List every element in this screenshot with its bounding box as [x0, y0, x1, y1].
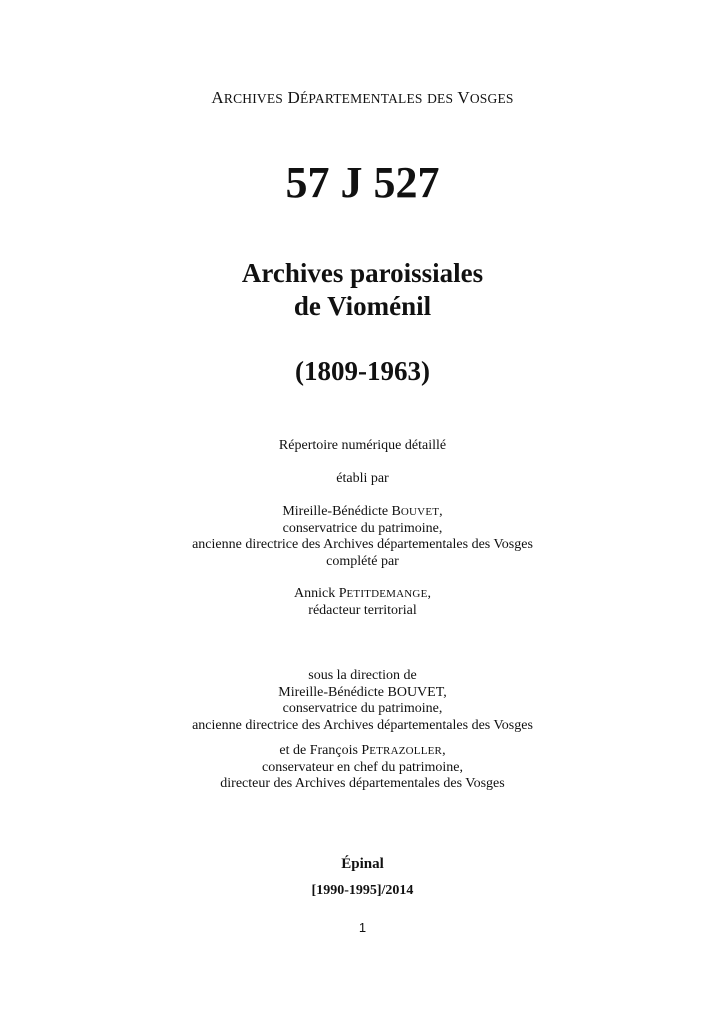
director-role: conservateur en chef du patrimoine, [262, 759, 463, 775]
direction-block [0, 668, 725, 734]
publication-place: Épinal [341, 856, 384, 872]
director-role: directeur des Archives départementales des Vosges [220, 776, 505, 791]
institution-word: RCHIVES [223, 91, 284, 106]
institution-word: ÉPARTEMENTALES [299, 91, 423, 106]
institution-initial: D [287, 88, 300, 107]
publication-years: [1990-1995]/2014 [311, 883, 414, 898]
fonds-cote: 57 J 527 [285, 158, 440, 207]
complete-par-label: complété par [326, 553, 399, 569]
etabli-par-label: établi par [336, 471, 389, 486]
title-line-2: de Vioménil [293, 291, 432, 321]
author-role: conservatrice du patrimoine, [282, 520, 443, 536]
director-role: ancienne directrice des Archives départementales des Vosges [192, 717, 533, 733]
institution-word: OSGES [469, 91, 514, 106]
repertoire-label: Répertoire numérique détaillé [278, 438, 447, 453]
direction-block-2 [0, 743, 725, 793]
direction-intro: sous la direction de [308, 668, 417, 683]
page-number: 1 [358, 920, 367, 935]
institution-initial: A [211, 88, 224, 107]
director-name: Mireille-Bénédicte BOUVET, [278, 684, 447, 700]
author-name: Mireille-Bénédicte BOUVET, [282, 504, 443, 519]
institution-header [0, 88, 725, 109]
date-range: (1809-1963) [295, 356, 430, 386]
author-block-1 [0, 504, 725, 570]
author-name: Annick PETITDEMANGE, [293, 586, 431, 601]
author-role: ancienne directrice des Archives départementales des Vosges [192, 537, 533, 552]
title-line-1: Archives paroissiales [241, 258, 484, 288]
document-title [0, 257, 725, 323]
author-role: rédacteur territorial [308, 602, 417, 618]
author-block-2 [0, 586, 725, 619]
institution-initial: V [457, 88, 470, 107]
director-role: conservatrice du patrimoine, [282, 701, 443, 716]
director-name: et de François PETRAZOLLER, [279, 743, 446, 758]
institution-word: DES [427, 91, 454, 106]
